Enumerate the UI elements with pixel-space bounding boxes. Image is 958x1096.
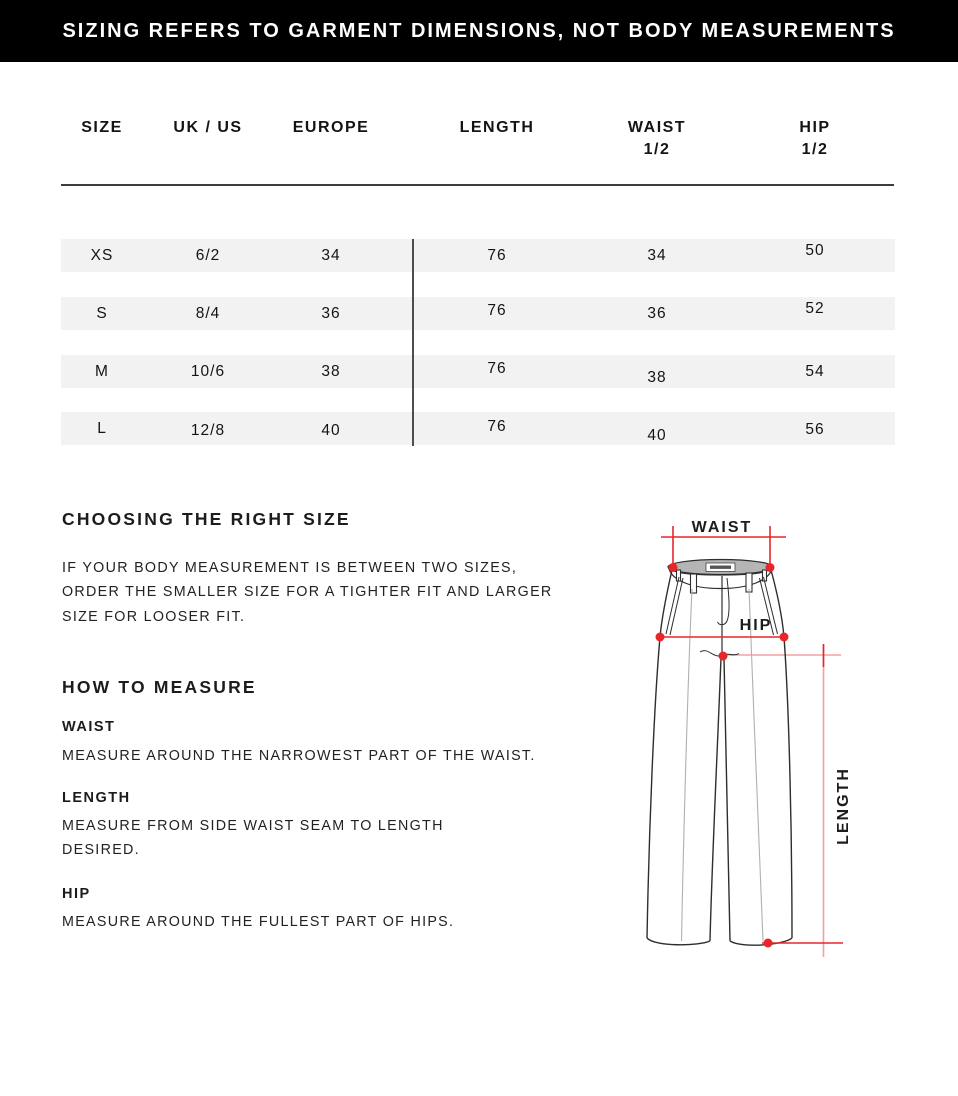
diagram-length-label: LENGTH bbox=[835, 767, 852, 845]
banner-text: SIZING REFERS TO GARMENT DIMENSIONS, NOT BODY MEASUREMENTS bbox=[62, 19, 896, 42]
waistband-label-text bbox=[710, 566, 731, 569]
cell-europe: 40 bbox=[321, 422, 341, 439]
cell-hip: 52 bbox=[805, 300, 825, 317]
length-measure-annotation bbox=[719, 652, 853, 948]
cell-hip: 54 bbox=[805, 363, 825, 380]
table-vertical-divider bbox=[412, 239, 414, 446]
measure-length-text: MEASURE FROM SIDE WAIST SEAM TO LENGTH DESIRED. bbox=[62, 818, 444, 859]
measure-point-dot bbox=[669, 563, 678, 572]
column-header-size: SIZE bbox=[81, 119, 123, 136]
measure-waist-label: WAIST bbox=[62, 719, 116, 735]
cell-uk-us: 12/8 bbox=[190, 422, 226, 439]
cell-uk-us: 8/4 bbox=[195, 305, 221, 322]
cell-uk-us: 10/6 bbox=[190, 363, 226, 380]
table-row bbox=[61, 297, 895, 330]
measure-point-dot bbox=[766, 563, 775, 572]
measure-waist-text: MEASURE AROUND THE NARROWEST PART OF THE WAIST. bbox=[62, 748, 536, 764]
measure-length-label: LENGTH bbox=[62, 790, 131, 806]
diagram-hip-label: HIP bbox=[739, 617, 773, 634]
column-header-waist: WAIST 1/2 bbox=[627, 119, 687, 158]
cell-europe: 34 bbox=[321, 247, 341, 264]
cell-waist: 34 bbox=[647, 247, 667, 264]
table-row bbox=[61, 355, 895, 388]
cell-length: 76 bbox=[487, 302, 507, 319]
length-guide-lines bbox=[723, 645, 841, 957]
choosing-size-text: IF YOUR BODY MEASUREMENT IS BETWEEN TWO SIZES, ORDER THE SMALLER SIZE FOR A TIGHTER FIT AND LARGER SIZE FOR LOOSER FIT. bbox=[62, 560, 553, 625]
sizing-disclaimer-banner bbox=[0, 0, 958, 62]
column-header-hip: HIP 1/2 bbox=[799, 119, 831, 158]
cell-europe: 36 bbox=[321, 305, 341, 322]
cell-size: S bbox=[96, 305, 108, 322]
header-divider-rule bbox=[61, 184, 894, 186]
column-header-length: LENGTH bbox=[459, 119, 535, 136]
cell-waist: 38 bbox=[647, 369, 667, 386]
cell-hip: 50 bbox=[805, 242, 825, 259]
cell-size: M bbox=[95, 363, 109, 380]
cell-waist: 40 bbox=[647, 427, 667, 444]
how-to-measure-title: HOW TO MEASURE bbox=[62, 677, 257, 697]
cell-europe: 38 bbox=[321, 363, 341, 380]
cell-uk-us: 6/2 bbox=[195, 247, 221, 264]
measure-point-dot bbox=[764, 939, 773, 948]
cell-hip: 56 bbox=[805, 421, 825, 438]
cell-size: XS bbox=[90, 247, 114, 264]
cell-length: 76 bbox=[487, 360, 507, 377]
measure-point-dot bbox=[656, 633, 665, 642]
diagram-waist-label: WAIST bbox=[691, 519, 753, 536]
column-header-europe: EUROPE bbox=[292, 119, 370, 136]
cell-length: 76 bbox=[487, 247, 507, 264]
choosing-size-title: CHOOSING THE RIGHT SIZE bbox=[62, 509, 351, 529]
cell-size: L bbox=[97, 420, 107, 437]
measure-point-dot bbox=[780, 633, 789, 642]
cell-waist: 36 bbox=[647, 305, 667, 322]
measure-hip-text: MEASURE AROUND THE FULLEST PART OF HIPS. bbox=[62, 914, 455, 930]
cell-length: 76 bbox=[487, 418, 507, 435]
table-row bbox=[61, 412, 895, 445]
column-header-uk-us: UK / US bbox=[173, 119, 243, 136]
measure-point-dot bbox=[719, 652, 728, 661]
measure-hip-label: HIP bbox=[62, 886, 91, 902]
table-row bbox=[61, 239, 895, 272]
trousers-diagram bbox=[598, 495, 958, 995]
